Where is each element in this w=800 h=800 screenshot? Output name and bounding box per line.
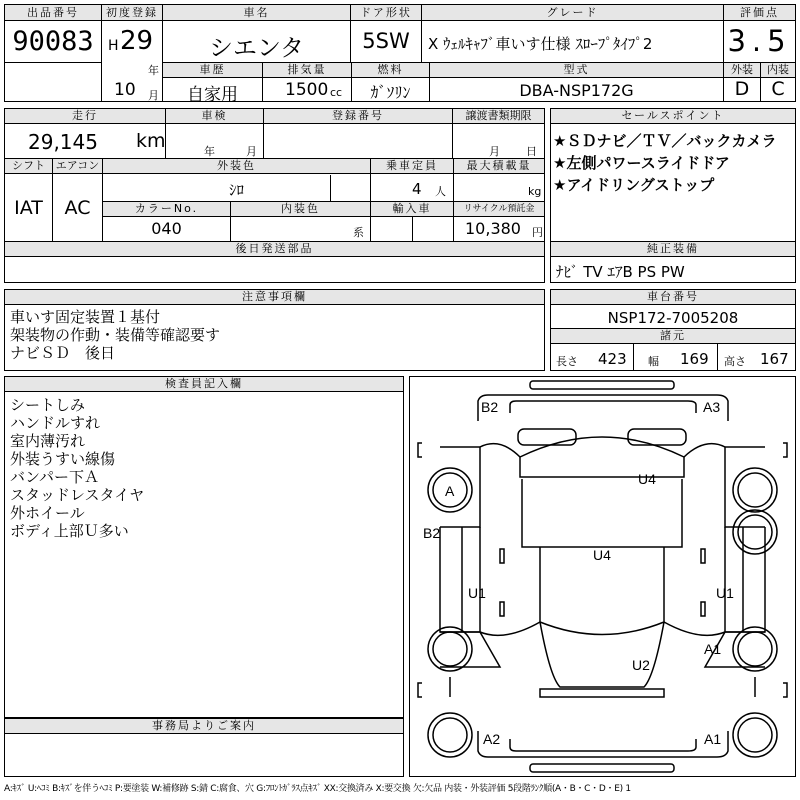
- caution-label: 注意事項欄: [5, 290, 544, 305]
- damage-mark: A1: [704, 641, 722, 657]
- damage-mark: A3: [703, 399, 721, 415]
- sales-point-1: ★ＳＤナビ／ＴＶ／バックカメラ: [553, 132, 777, 150]
- int-label: 内装: [761, 63, 795, 78]
- ext-label: 外装: [724, 63, 760, 78]
- inspector-label: 検査員記入欄: [5, 377, 403, 392]
- specs-label: 諸元: [551, 329, 795, 344]
- caution-item: 架装物の作動・装備等確認要す: [10, 326, 221, 344]
- km-unit: km: [136, 130, 166, 152]
- inspection-label: 車検: [166, 109, 263, 124]
- damage-mark: A1: [704, 731, 722, 747]
- capacity-label: 乗車定員: [371, 159, 453, 174]
- color-no-label: カラーNo.: [103, 202, 230, 217]
- sales-point-3: ★アイドリングストップ: [553, 176, 715, 194]
- year-unit: 年: [148, 64, 159, 77]
- length-label: 長さ: [556, 355, 578, 368]
- inspector-note: 室内薄汚れ: [10, 432, 86, 450]
- mileage-label: 走行: [5, 109, 165, 124]
- door-type: 5SW: [362, 29, 410, 53]
- inspector-note: バンパー下Ａ: [10, 468, 99, 486]
- height-label: 高さ: [724, 355, 746, 368]
- yen-unit: 円: [532, 226, 543, 239]
- color-no: 040: [151, 219, 182, 238]
- legend-text: A:ｷｽﾞ U:ﾍｺﾐ B:ｷｽﾞを伴うﾍｺﾐ P:要塗装 W:補修跡 S:錆 C:腐食、穴 G:ﾌﾛﾝﾄｶﾞﾗｽ点ｷｽﾞ XX:交換済み X:要交換 欠:欠品 内装・外装評価 5段階ﾗﾝｸ順(A・B・C・D・E) 1: [4, 784, 631, 794]
- vehicle-info-section: [4, 108, 545, 242]
- history-label: 車歴: [163, 63, 262, 78]
- int-color-label: 内装色: [231, 202, 370, 217]
- fuel: ｶﾞｿﾘﾝ: [370, 83, 411, 102]
- ext-grade: D: [734, 78, 750, 100]
- first-reg-label: 初度登録: [102, 5, 162, 21]
- insp-year-unit: 年: [204, 145, 215, 158]
- mileage: 29,145: [28, 130, 98, 154]
- import-label: 輸入車: [371, 202, 453, 217]
- width: 169: [680, 350, 709, 368]
- displacement-label: 排気量: [263, 63, 351, 78]
- sales-points-label: セールスポイント: [551, 109, 795, 124]
- color: ｼﾛ: [228, 181, 244, 199]
- model-label: 型式: [430, 63, 723, 78]
- car-name: シエンタ: [208, 34, 305, 62]
- inspector-note: ハンドルすれ: [10, 414, 101, 432]
- damage-diagram: [409, 376, 796, 777]
- damage-mark: U1: [716, 585, 734, 601]
- inspector-note: 外ホイール: [10, 504, 85, 522]
- damage-mark: A: [445, 483, 455, 499]
- int-grade: C: [771, 78, 785, 100]
- recycle-label: リサイクル預託金: [454, 202, 544, 217]
- damage-mark: B2: [481, 399, 499, 415]
- caution-item: 車いす固定装置１基付: [10, 308, 161, 326]
- capacity: 4: [412, 180, 422, 198]
- damage-mark: U4: [593, 547, 611, 563]
- transfer-day-unit: 日: [526, 145, 537, 158]
- fuel-label: 燃料: [352, 63, 429, 78]
- recycle-fee: 10,380: [465, 219, 521, 238]
- inspector-note: スタッドレスタイヤ: [10, 486, 145, 504]
- width-label: 幅: [648, 355, 659, 368]
- damage-mark: U4: [638, 471, 656, 487]
- damage-mark: B2: [423, 525, 441, 541]
- equipment-label: 純正装備: [551, 242, 795, 257]
- color-label: 外装色: [103, 159, 370, 174]
- car-outline-diagram: [410, 377, 795, 776]
- inspector-note: ボディ上部Ｕ多い: [10, 522, 129, 540]
- ac-label: エアコン: [53, 159, 102, 174]
- capacity-unit: 人: [435, 185, 446, 198]
- model: DBA-NSP172G: [519, 81, 634, 100]
- transfer-month-unit: 月: [489, 145, 500, 158]
- history: 自家用: [187, 85, 238, 105]
- caution-item: ナビＳＤ 後日: [10, 344, 116, 362]
- int-color-unit: 系: [353, 226, 364, 239]
- damage-mark: U2: [632, 657, 650, 673]
- damage-mark: A2: [483, 731, 501, 747]
- door-label: ドア形状: [351, 5, 421, 21]
- inspector-note: シートしみ: [10, 396, 86, 414]
- max-load-label: 最大積載量: [454, 159, 544, 174]
- grade: X ｳｪﾙｷｬﾌﾞ車いす仕様 ｽﾛｰﾌﾟﾀｲﾌﾟ2: [428, 35, 653, 53]
- kg-unit: kg: [528, 185, 542, 198]
- lot-number: 90083: [12, 26, 94, 57]
- grade-label: グレード: [422, 5, 723, 21]
- lot-label: 出品番号: [5, 5, 101, 21]
- displacement: 1500: [285, 80, 329, 100]
- transfer-label: 譲渡書類期限: [453, 109, 544, 124]
- ac: AC: [64, 197, 91, 219]
- shift-label: シフト: [5, 159, 52, 174]
- score-label: 評価点: [724, 5, 795, 21]
- reg-era: H: [108, 38, 119, 54]
- height: 167: [760, 350, 789, 368]
- reg-no-label: 登録番号: [264, 109, 452, 124]
- reg-month: 10: [114, 80, 136, 100]
- chassis-number: NSP172-7005208: [607, 309, 739, 327]
- shift: IAT: [14, 197, 43, 219]
- equipment-value: ﾅﾋﾞ TV ｴｱB PS PW: [556, 263, 685, 281]
- chassis-label: 車台番号: [551, 290, 795, 305]
- month-unit: 月: [148, 89, 159, 102]
- insp-month-unit: 月: [246, 145, 257, 158]
- inspector-note: 外装うすい線傷: [10, 450, 116, 468]
- office-label: 事務局よりご案内: [5, 719, 403, 734]
- cc-unit: cc: [330, 86, 343, 99]
- name-label: 車名: [163, 5, 350, 21]
- score: 3.5: [727, 24, 792, 58]
- length: 423: [598, 350, 627, 368]
- shipping-label: 後日発送部品: [5, 242, 544, 257]
- reg-year: 29: [120, 26, 154, 56]
- sales-point-2: ★左側パワースライドドア: [553, 154, 730, 172]
- damage-mark: U1: [468, 585, 486, 601]
